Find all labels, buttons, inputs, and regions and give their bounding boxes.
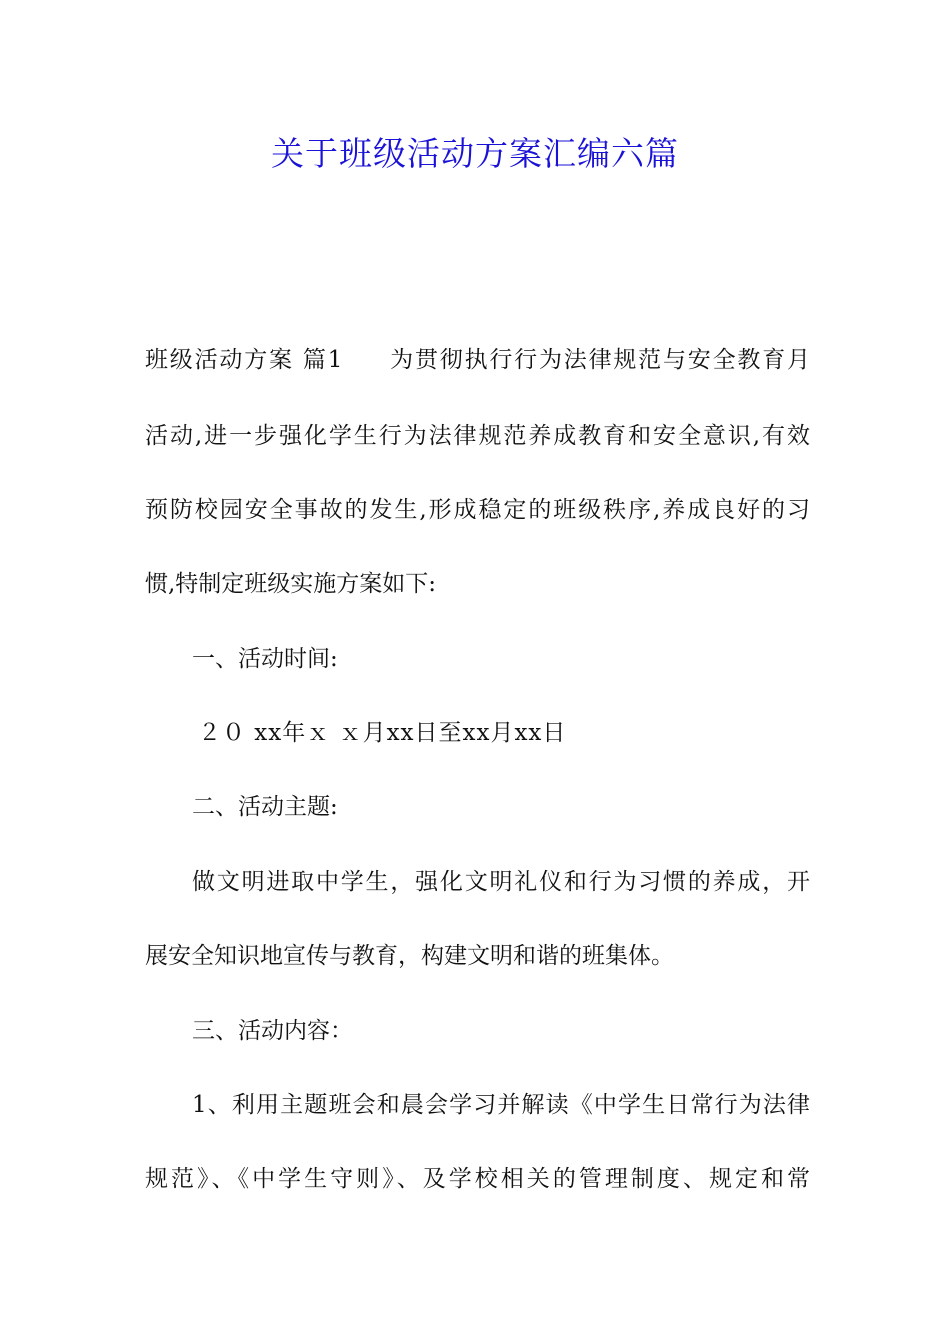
paragraph-line: 1、利用主题班会和晨会学习并解读《中学生日常行为法律 — [192, 1092, 810, 1118]
paragraph-line — [145, 345, 810, 375]
section-heading: 班级活动方案 篇1 — [145, 347, 343, 373]
date-line: ２０ xx年ｘ ｘ月xx日至xx月xx日 — [198, 720, 567, 746]
paragraph-line: 惯,特制定班级实施方案如下: — [145, 571, 437, 597]
section-heading: 一、活动时间: — [192, 646, 338, 672]
paragraph-line: 做文明进取中学生，强化文明礼仪和行为习惯的养成，开 — [192, 869, 810, 895]
section-heading: 三、活动内容： — [192, 1018, 353, 1044]
paragraph-text: 为贯彻执行行为法律规范与安全教育月 — [388, 347, 810, 373]
section-heading: 二、活动主题: — [192, 794, 338, 820]
paragraph-line: 规范》、《中学生守则》、及学校相关的管理制度、规定和常 — [145, 1166, 810, 1192]
paragraph-line: 预防校园安全事故的发生,形成稳定的班级秩序,养成良好的习 — [145, 497, 810, 523]
paragraph-line: 活动,进一步强化学生行为法律规范养成教育和安全意识,有效 — [145, 423, 810, 449]
document-title: 关于班级活动方案汇编六篇 — [271, 134, 679, 173]
paragraph-line: 展安全知识地宣传与教育，构建文明和谐的班集体。 — [145, 943, 674, 969]
